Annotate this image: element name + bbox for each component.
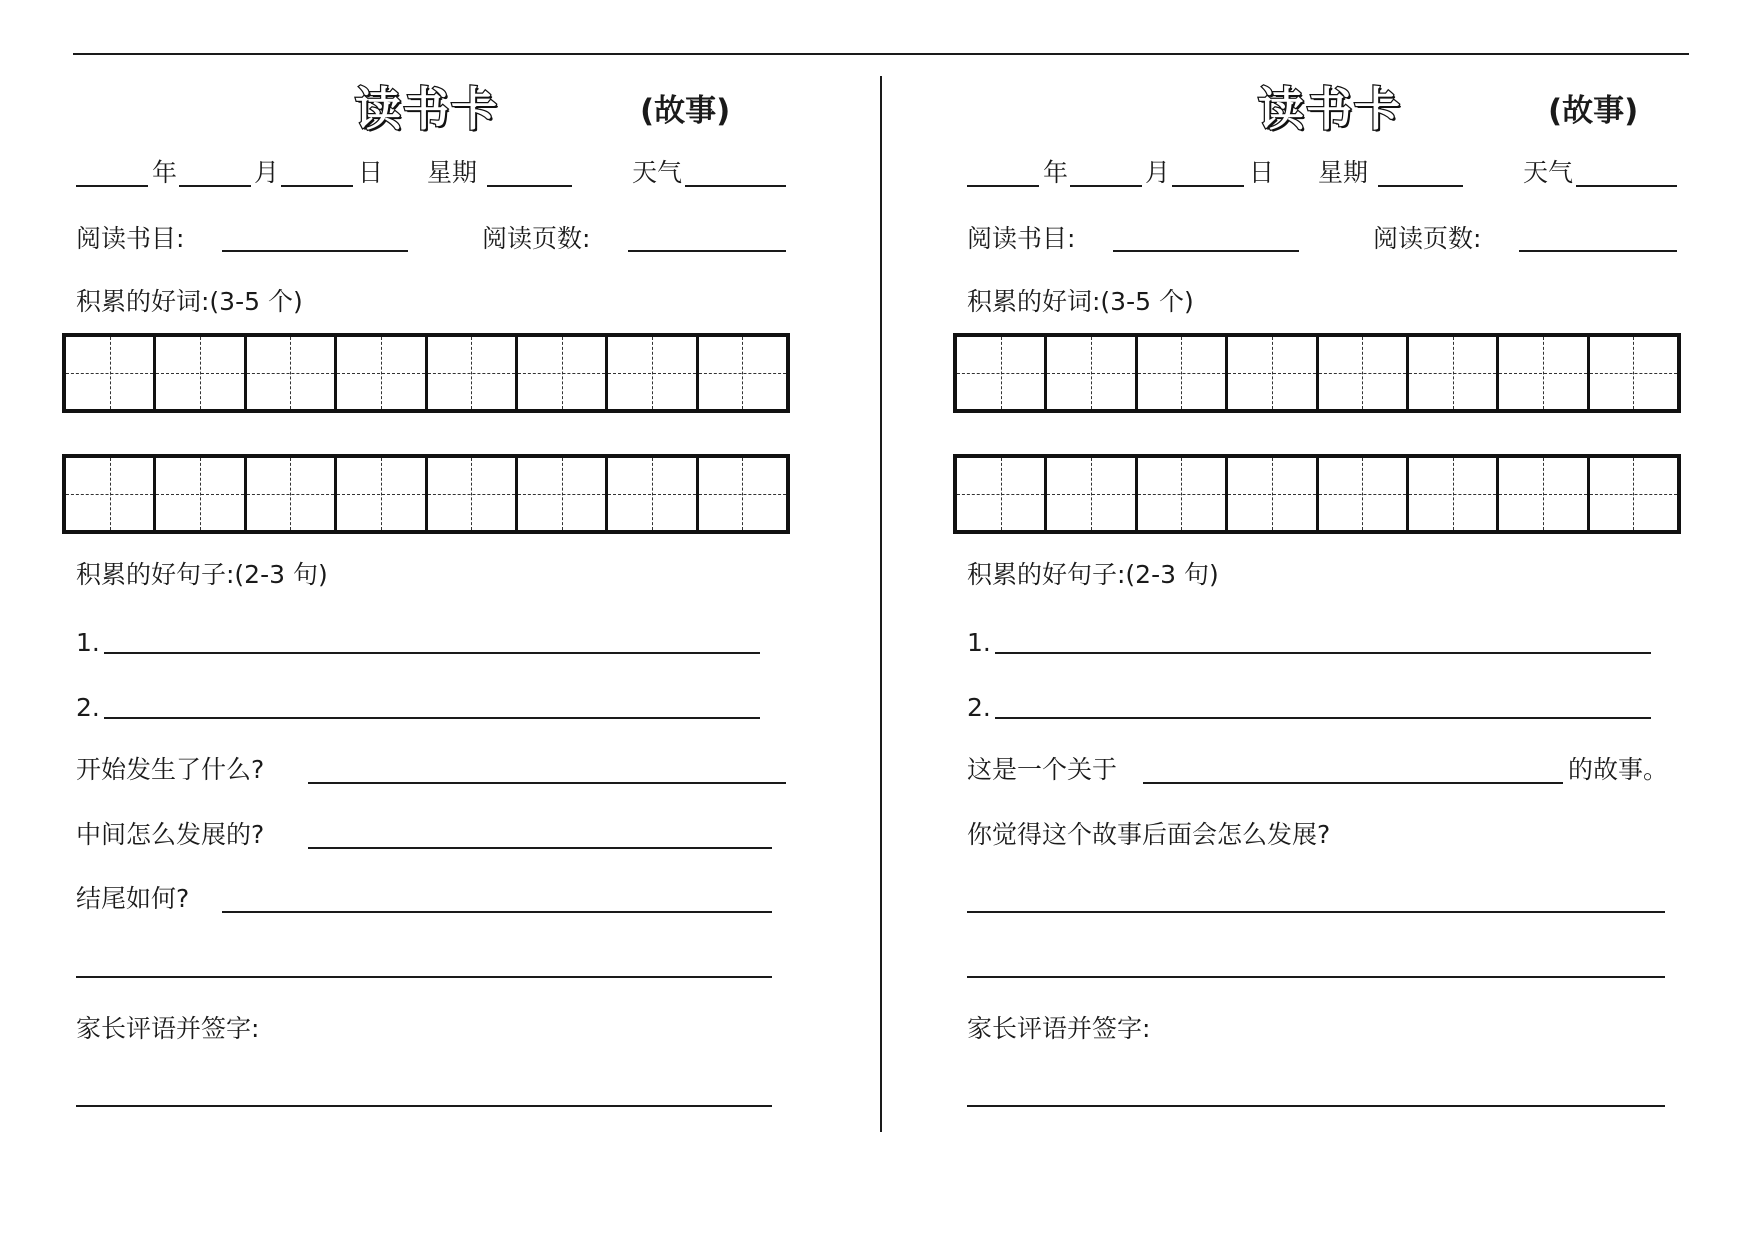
grid-cell[interactable] — [518, 337, 608, 409]
weekday-blank[interactable] — [1378, 185, 1463, 187]
grid-cell[interactable] — [699, 337, 786, 409]
reading-card-right — [963, 0, 1723, 1200]
sentence-1-blank[interactable] — [995, 652, 1651, 654]
grid-cell[interactable] — [1499, 337, 1589, 409]
grid-cell[interactable] — [1047, 458, 1137, 530]
grid-cell[interactable] — [247, 337, 337, 409]
grid-cell[interactable] — [1319, 458, 1409, 530]
card-title: 读书卡 — [1258, 82, 1402, 136]
word-grid-1[interactable] — [62, 333, 790, 413]
grid-cell[interactable] — [1409, 337, 1499, 409]
grid-cell[interactable] — [518, 458, 608, 530]
sentence-1-number: 1. — [76, 628, 100, 657]
card-subtitle: (故事) — [640, 93, 731, 129]
pages-blank[interactable] — [628, 250, 786, 252]
grid-cell[interactable] — [337, 337, 427, 409]
grid-cell[interactable] — [1319, 337, 1409, 409]
story-about-suffix: 的故事。 — [1568, 755, 1669, 784]
sentence-1-blank[interactable] — [104, 652, 760, 654]
question-prediction: 你觉得这个故事后面会怎么发展? — [967, 820, 1331, 849]
grid-cell[interactable] — [1138, 337, 1228, 409]
book-blank[interactable] — [1113, 250, 1299, 252]
year-blank[interactable] — [967, 185, 1039, 187]
story-about-prefix: 这是一个关于 — [967, 755, 1118, 784]
question-beginning: 开始发生了什么? — [76, 755, 265, 784]
sentence-1-number: 1. — [967, 628, 991, 657]
day-blank[interactable] — [1172, 185, 1244, 187]
question-beginning-blank[interactable] — [308, 782, 786, 784]
month-label: 月 — [1145, 158, 1171, 187]
grid-cell[interactable] — [957, 337, 1047, 409]
year-label: 年 — [152, 158, 178, 187]
prediction-blank-2[interactable] — [967, 976, 1665, 978]
weather-label: 天气 — [632, 158, 683, 187]
story-about-blank[interactable] — [1143, 782, 1563, 784]
grid-cell[interactable] — [608, 458, 698, 530]
month-blank[interactable] — [1070, 185, 1142, 187]
grid-cell[interactable] — [66, 337, 156, 409]
grid-cell[interactable] — [156, 337, 246, 409]
parent-comment-label: 家长评语并签字: — [76, 1014, 260, 1043]
pages-label: 阅读页数: — [482, 224, 591, 253]
card-subtitle: (故事) — [1548, 93, 1639, 129]
book-label: 阅读书目: — [76, 224, 185, 253]
prediction-blank-1[interactable] — [967, 911, 1665, 913]
sentence-2-number: 2. — [76, 693, 100, 722]
year-blank[interactable] — [76, 185, 148, 187]
question-ending-blank[interactable] — [222, 911, 772, 913]
month-label: 月 — [254, 158, 280, 187]
book-blank[interactable] — [222, 250, 408, 252]
question-ending: 结尾如何? — [76, 884, 190, 913]
sentence-2-number: 2. — [967, 693, 991, 722]
sentence-2-blank[interactable] — [995, 717, 1651, 719]
parent-comment-label: 家长评语并签字: — [967, 1014, 1151, 1043]
day-label: 日 — [1249, 158, 1275, 187]
grid-cell[interactable] — [156, 458, 246, 530]
sentences-label: 积累的好句子:(2-3 句) — [76, 560, 328, 589]
month-blank[interactable] — [179, 185, 251, 187]
word-grid-2[interactable] — [953, 454, 1681, 534]
question-ending-extra-blank[interactable] — [76, 976, 772, 978]
day-blank[interactable] — [281, 185, 353, 187]
word-grid-2[interactable] — [62, 454, 790, 534]
weekday-label: 星期 — [1318, 158, 1369, 187]
words-label: 积累的好词:(3-5 个) — [76, 287, 303, 316]
grid-cell[interactable] — [1228, 337, 1318, 409]
grid-cell[interactable] — [66, 458, 156, 530]
parent-comment-blank[interactable] — [76, 1105, 772, 1107]
card-divider — [880, 76, 882, 1132]
weekday-blank[interactable] — [487, 185, 572, 187]
pages-blank[interactable] — [1519, 250, 1677, 252]
reading-card-left — [70, 0, 830, 1200]
question-middle: 中间怎么发展的? — [76, 820, 265, 849]
grid-cell[interactable] — [1138, 458, 1228, 530]
word-grid-1[interactable] — [953, 333, 1681, 413]
book-label: 阅读书目: — [967, 224, 1076, 253]
parent-comment-blank[interactable] — [967, 1105, 1665, 1107]
words-label: 积累的好词:(3-5 个) — [967, 287, 1194, 316]
weather-label: 天气 — [1523, 158, 1574, 187]
year-label: 年 — [1043, 158, 1069, 187]
card-title: 读书卡 — [355, 82, 499, 136]
grid-cell[interactable] — [1499, 458, 1589, 530]
sentences-label: 积累的好句子:(2-3 句) — [967, 560, 1219, 589]
pages-label: 阅读页数: — [1373, 224, 1482, 253]
grid-cell[interactable] — [428, 337, 518, 409]
grid-cell[interactable] — [1409, 458, 1499, 530]
question-middle-blank[interactable] — [308, 847, 772, 849]
weather-blank[interactable] — [685, 185, 786, 187]
grid-cell[interactable] — [1590, 458, 1677, 530]
grid-cell[interactable] — [957, 458, 1047, 530]
sentence-2-blank[interactable] — [104, 717, 760, 719]
grid-cell[interactable] — [699, 458, 786, 530]
grid-cell[interactable] — [1590, 337, 1677, 409]
grid-cell[interactable] — [428, 458, 518, 530]
weekday-label: 星期 — [427, 158, 478, 187]
grid-cell[interactable] — [337, 458, 427, 530]
grid-cell[interactable] — [247, 458, 337, 530]
grid-cell[interactable] — [1047, 337, 1137, 409]
weather-blank[interactable] — [1576, 185, 1677, 187]
grid-cell[interactable] — [608, 337, 698, 409]
day-label: 日 — [358, 158, 384, 187]
grid-cell[interactable] — [1228, 458, 1318, 530]
